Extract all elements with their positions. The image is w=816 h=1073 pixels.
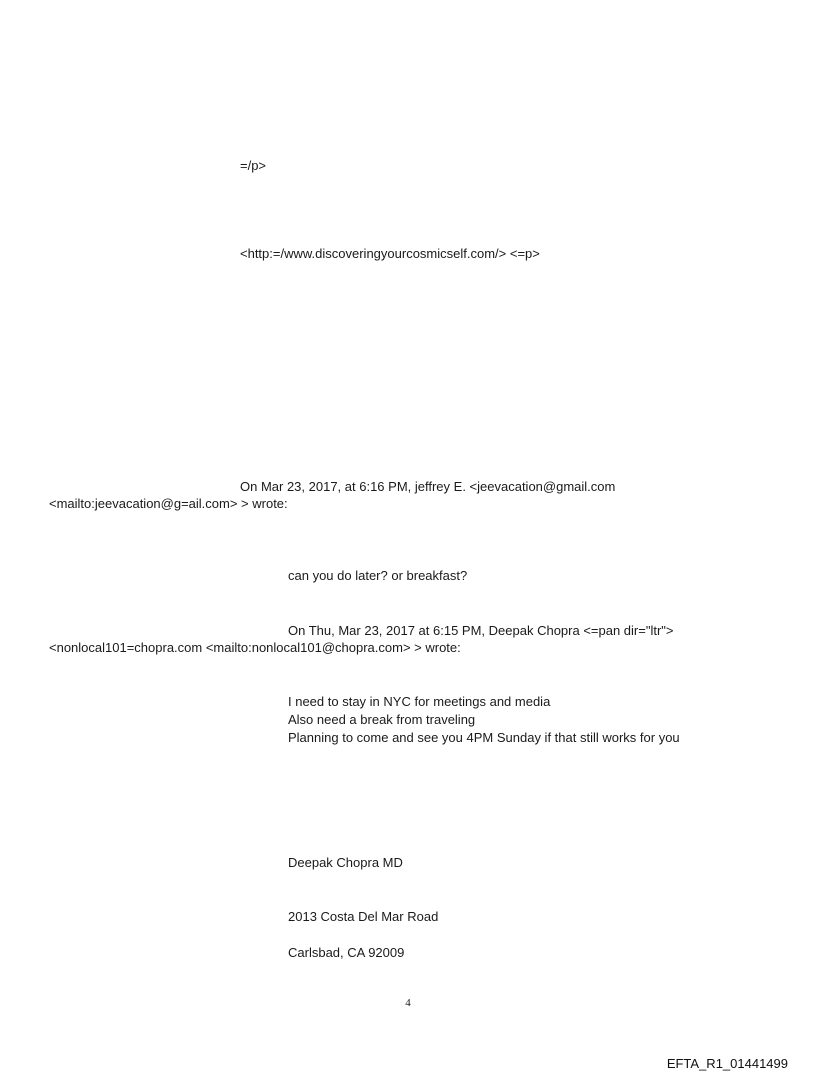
- signature-address: 2013 Costa Del Mar Road: [288, 909, 439, 924]
- reply-body: can you do later? or breakfast?: [288, 568, 468, 583]
- website-url-line: <http:=/www.discoveringyourcosmicself.com/> <=p>: [240, 246, 540, 261]
- reply-header-line-2: <mailto:jeevacation@g=ail.com> > wrote:: [49, 496, 288, 511]
- html-fragment-close-p: =/p>: [240, 158, 267, 173]
- page-number: 4: [405, 997, 411, 1009]
- quoted-header-line-2: <nonlocal101=chopra.com <mailto:nonlocal101@chopra.com> > wrote:: [49, 640, 461, 655]
- quoted-body-line: Also need a break from traveling: [288, 712, 476, 727]
- reply-header-line-1: On Mar 23, 2017, at 6:16 PM, jeffrey E. <jeevacation@gmail.com: [240, 479, 616, 494]
- bates-number: EFTA_R1_01441499: [666, 1056, 788, 1071]
- quoted-header-line-1: On Thu, Mar 23, 2017 at 6:15 PM, Deepak Chopra <=pan dir="ltr">: [288, 623, 674, 638]
- signature-name: Deepak Chopra MD: [288, 855, 403, 870]
- quoted-body-line: Planning to come and see you 4PM Sunday if that still works for you: [288, 730, 680, 745]
- quoted-body-line: I need to stay in NYC for meetings and media: [288, 694, 551, 709]
- signature-city: Carlsbad, CA 92009: [288, 945, 405, 960]
